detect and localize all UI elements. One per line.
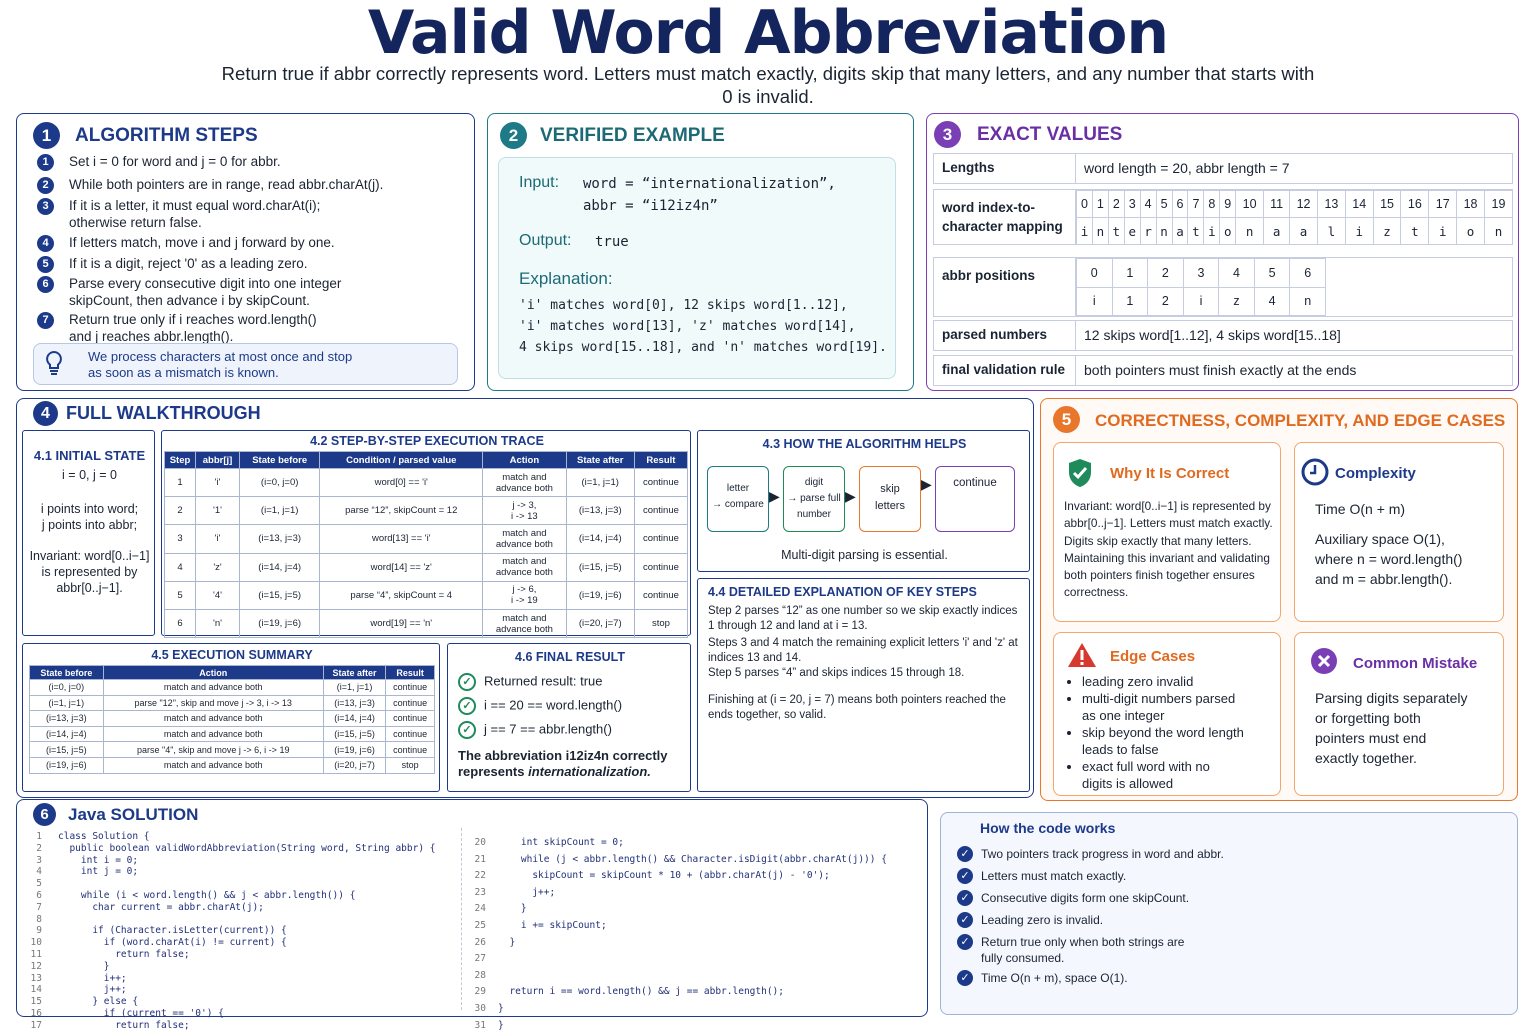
- trace-cell: (i=15, j=5): [239, 581, 319, 609]
- char-cell: i: [1204, 218, 1220, 245]
- final-check-text: Returned result: true: [484, 673, 603, 689]
- trace-cell: '1': [196, 497, 240, 525]
- list-item: • multi-digit numbers parsed as one integer: [1082, 690, 1277, 724]
- summary-header-cell: Result: [386, 666, 435, 680]
- section-title: VERIFIED EXAMPLE: [540, 125, 725, 146]
- trace-cell: (i=19, j=6): [566, 581, 634, 609]
- initial-state-values: i = 0, j = 0: [62, 468, 117, 482]
- abbr-char-cell: z: [1219, 287, 1255, 316]
- table-row: [30, 757, 435, 773]
- how-item-text: Two pointers track progress in word and abbr.: [981, 847, 1224, 861]
- flow-arrow-1: ▶: [769, 488, 780, 504]
- initial-state-title: 4.1 INITIAL STATE: [33, 448, 146, 463]
- check-circle-icon: ✓: [957, 970, 973, 986]
- index-cell: 6: [1172, 191, 1188, 218]
- char-cell: i: [1345, 218, 1373, 245]
- lengths-row: [933, 153, 1513, 184]
- trace-cell: (i=0, j=0): [239, 469, 319, 497]
- trace-cell: (i=13, j=3): [239, 525, 319, 553]
- trace-cell: 'i': [196, 525, 240, 553]
- trace-cell: stop: [634, 609, 687, 637]
- card-title: Edge Cases: [1110, 648, 1196, 665]
- explanation-label: Explanation:: [519, 269, 613, 288]
- summary-cell: (i=20, j=7): [323, 757, 386, 773]
- trace-table: [164, 451, 688, 638]
- final-title: 4.6 FINAL RESULT: [515, 650, 625, 664]
- char-cell: r: [1140, 218, 1156, 245]
- table-row: [30, 680, 435, 696]
- table-row: [165, 497, 688, 525]
- list-item: • skip beyond the word length leads to false: [1082, 724, 1277, 758]
- detailed-explanation-box: [697, 578, 1030, 792]
- table-row: [30, 726, 435, 742]
- complexity-time: Time O(n + m): [1315, 501, 1406, 517]
- list-item: • leading zero invalid: [1082, 673, 1277, 690]
- char-cell: t: [1188, 218, 1204, 245]
- section-title: FULL WALKTHROUGH: [66, 403, 261, 423]
- trace-cell: 2: [165, 497, 196, 525]
- summary-cell: stop: [386, 757, 435, 773]
- section-algorithm-steps: [16, 113, 475, 391]
- char-cell: n: [1156, 218, 1172, 245]
- char-cell: t: [1108, 218, 1124, 245]
- index-cell: 1: [1092, 191, 1108, 218]
- trace-cell: parse “12”, skipCount = 12: [320, 497, 483, 525]
- summary-cell: continue: [386, 680, 435, 696]
- char-cell: n: [1092, 218, 1108, 245]
- section-title: ALGORITHM STEPS: [75, 125, 258, 146]
- input-word: word = “internationalization”,: [583, 176, 836, 192]
- check-circle-icon: ✓: [957, 846, 973, 862]
- step-number: 6: [37, 276, 54, 293]
- detail-title: 4.4 DETAILED EXPLANATION OF KEY STEPS: [708, 585, 977, 599]
- char-cell: e: [1124, 218, 1140, 245]
- step-text: While both pointers are in range, read abbr.charAt(j).: [69, 177, 384, 192]
- step-number: 2: [37, 177, 54, 194]
- parsed-row: [933, 320, 1513, 351]
- trace-cell: j -> 3, i -> 13: [483, 497, 566, 525]
- index-cell: 12: [1290, 191, 1318, 218]
- input-label: Input:: [519, 174, 560, 191]
- flow-box-skip: skip letters: [859, 466, 921, 532]
- how-title: How the code works: [980, 820, 1116, 836]
- summary-cell: (i=13, j=3): [323, 695, 386, 711]
- abbr-char-cell: i: [1183, 287, 1219, 316]
- char-cell: a: [1172, 218, 1188, 245]
- step-text: Parse every consecutive digit into one integer skipCount, then advance i by skipCount.: [69, 276, 342, 308]
- index-cell: 19: [1484, 191, 1512, 218]
- step-text: If letters match, move i and j forward by one.: [69, 235, 335, 250]
- rule-row: [933, 355, 1513, 386]
- flow-box-letter: letter → compare: [707, 466, 769, 532]
- summary-cell: match and advance both: [103, 711, 323, 727]
- table-row: [165, 525, 688, 553]
- trace-cell: match and advance both: [483, 525, 566, 553]
- rule-label: final validation rule: [934, 356, 1076, 385]
- check-circle-icon: ✓: [458, 673, 476, 691]
- section-number-badge: 4: [33, 401, 58, 426]
- algorithm-step: [37, 198, 467, 232]
- summary-cell: (i=1, j=1): [323, 680, 386, 696]
- abbr-char-cell: i: [1077, 287, 1113, 316]
- trace-header-cell: State before: [239, 452, 319, 469]
- trace-cell: (i=1, j=1): [566, 469, 634, 497]
- step-text: Set i = 0 for word and j = 0 for abbr.: [69, 154, 281, 169]
- trace-header-cell: abbr[j]: [196, 452, 240, 469]
- index-cell: 11: [1264, 191, 1290, 218]
- step-number: 1: [37, 154, 54, 171]
- lengths-value: word length = 20, abbr length = 7: [1084, 160, 1290, 176]
- summary-cell: continue: [386, 695, 435, 711]
- trace-header-cell: Action: [483, 452, 566, 469]
- summary-header-cell: Action: [103, 666, 323, 680]
- card-text: Invariant: word[0..i−1] is represented by abbr[0..j−1]. Letters must match exactly. Digits skip exactly that many letters. Maintaining this invariant and validating both pointers finish together ensures correctness.: [1064, 499, 1273, 600]
- step-number: 4: [37, 235, 54, 252]
- trace-cell: (i=1, j=1): [239, 497, 319, 525]
- check-circle-icon: ✓: [957, 868, 973, 884]
- common-mistake-card: [1294, 632, 1504, 796]
- summary-cell: (i=19, j=6): [323, 742, 386, 758]
- trace-header-cell: Result: [634, 452, 687, 469]
- abbr-index-cell: 3: [1183, 259, 1219, 288]
- x-circle-icon: [1310, 647, 1338, 675]
- summary-cell: (i=14, j=4): [323, 711, 386, 727]
- clock-icon: [1300, 457, 1330, 487]
- trace-cell: 4: [165, 553, 196, 581]
- summary-table: [29, 665, 435, 774]
- final-check-2: [458, 697, 622, 715]
- section-verified-example: [487, 113, 914, 391]
- section-number-badge: 3: [934, 121, 961, 148]
- complexity-card: [1294, 442, 1504, 622]
- trace-cell: (i=13, j=3): [566, 497, 634, 525]
- index-cell: 9: [1220, 191, 1236, 218]
- summary-cell: match and advance both: [103, 757, 323, 773]
- step-text: If it is a letter, it must equal word.charAt(i); otherwise return false.: [69, 198, 321, 230]
- trace-cell: (i=15, j=5): [566, 553, 634, 581]
- check-circle-icon: ✓: [957, 912, 973, 928]
- trace-cell: (i=14, j=4): [239, 553, 319, 581]
- helps-caption: Multi-digit parsing is essential.: [781, 548, 948, 562]
- trace-cell: 'n': [196, 609, 240, 637]
- step-text: Return true only if i reaches word.length() and j reaches abbr.length().: [69, 312, 317, 344]
- abbr-index-cell: 2: [1148, 259, 1184, 288]
- step-number: 7: [37, 312, 54, 329]
- final-result-box: [447, 643, 691, 792]
- summary-cell: (i=19, j=6): [30, 757, 104, 773]
- page-title: Valid Word Abbreviation: [367, 0, 1169, 68]
- final-conclusion-word: internationalization.: [528, 764, 651, 779]
- abbr-char-cell: 4: [1254, 287, 1290, 316]
- trace-title: 4.2 STEP-BY-STEP EXECUTION TRACE: [310, 434, 544, 448]
- summary-cell: (i=0, j=0): [30, 680, 104, 696]
- trace-cell: 6: [165, 609, 196, 637]
- summary-cell: (i=14, j=4): [30, 726, 104, 742]
- index-char-table: [1076, 190, 1513, 245]
- char-cell: l: [1317, 218, 1345, 245]
- check-circle-icon: ✓: [458, 721, 476, 739]
- summary-cell: parse "12", skip and move j -> 3, i -> 13: [103, 695, 323, 711]
- page-subtitle: Return true if abbr correctly represents word. Letters must match exactly, digits skip that many letters, and any number that starts with 0 is invalid.: [221, 63, 1315, 107]
- flow-box-continue: continue: [935, 466, 1015, 532]
- rule-value: both pointers must finish exactly at the ends: [1084, 362, 1357, 378]
- list-item: • exact full word with no digits is allowed: [1082, 758, 1277, 792]
- output-label: Output:: [519, 232, 572, 249]
- check-circle-icon: ✓: [458, 697, 476, 715]
- trace-cell: 5: [165, 581, 196, 609]
- abbr-index-cell: 5: [1254, 259, 1290, 288]
- section-title: EXACT VALUES: [977, 124, 1123, 145]
- index-cell: 17: [1429, 191, 1457, 218]
- summary-cell: (i=13, j=3): [30, 711, 104, 727]
- trace-cell: word[0] == 'i': [320, 469, 483, 497]
- index-cell: 18: [1457, 191, 1485, 218]
- trace-cell: continue: [634, 525, 687, 553]
- trace-cell: 3: [165, 525, 196, 553]
- index-cell: 13: [1317, 191, 1345, 218]
- index-cell: 5: [1156, 191, 1172, 218]
- index-cell: 3: [1124, 191, 1140, 218]
- summary-cell: parse "4", skip and move j -> 6, i -> 19: [103, 742, 323, 758]
- trace-cell: match and advance both: [483, 609, 566, 637]
- index-cell: 0: [1077, 191, 1093, 218]
- trace-cell: (i=14, j=4): [566, 525, 634, 553]
- warning-icon: [1067, 641, 1097, 669]
- final-check-3: [458, 721, 612, 739]
- summary-cell: (i=15, j=5): [30, 742, 104, 758]
- char-cell: i: [1077, 218, 1093, 245]
- trace-cell: 'z': [196, 553, 240, 581]
- abbr-index-cell: 0: [1077, 259, 1113, 288]
- lightbulb-icon: [44, 350, 64, 378]
- char-cell: t: [1401, 218, 1429, 245]
- mistake-text: Parsing digits separately or forgetting both pointers must end exactly together.: [1315, 690, 1468, 766]
- trace-cell: match and advance both: [483, 469, 566, 497]
- index-cell: 4: [1140, 191, 1156, 218]
- index-cell: 16: [1401, 191, 1429, 218]
- abbr-char-cell: 2: [1148, 287, 1184, 316]
- card-title: Common Mistake: [1353, 655, 1478, 672]
- index-cell: 14: [1345, 191, 1373, 218]
- char-cell: n: [1236, 218, 1264, 245]
- summary-cell: continue: [386, 711, 435, 727]
- char-cell: n: [1484, 218, 1512, 245]
- char-cell: o: [1220, 218, 1236, 245]
- table-row: [30, 695, 435, 711]
- how-item-text: Consecutive digits form one skipCount.: [981, 891, 1190, 905]
- summary-header-cell: State after: [323, 666, 386, 680]
- index-cell: 7: [1188, 191, 1204, 218]
- code-block-right: int skipCount = 0; while (j < abbr.length() && Character.isDigit(abbr.charAt(j))) { skipCount = skipCount * 10 + (abbr.charAt(j) - '0'); j++; } i += skipCount; } return i == word.length() && j == abbr.length(); } }: [498, 837, 887, 1031]
- card-title: Why It Is Correct: [1110, 465, 1230, 482]
- final-conclusion-text: The abbreviation i12iz4n correctly represents: [458, 748, 668, 779]
- how-item-text: Letters must match exactly.: [981, 869, 1127, 883]
- detail-p2: Steps 3 and 4 match the remaining explicit letters 'i' and 'z' at indices 13 and 14.: [708, 637, 1018, 664]
- algorithm-helps-box: [697, 430, 1030, 572]
- abbr-index-cell: 4: [1219, 259, 1255, 288]
- parsed-value: 12 skips word[1..12], 4 skips word[15..18]: [1084, 327, 1341, 343]
- trace-header-cell: State after: [566, 452, 634, 469]
- how-code-works-box: [940, 812, 1518, 1015]
- abbr-char-cell: 1: [1112, 287, 1148, 316]
- input-abbr: abbr = “i12iz4n”: [583, 198, 718, 214]
- trace-cell: continue: [634, 553, 687, 581]
- section-number-badge: 1: [33, 122, 60, 149]
- trace-cell: 'i': [196, 469, 240, 497]
- trace-cell: continue: [634, 581, 687, 609]
- char-cell: a: [1264, 218, 1290, 245]
- abbr-positions-label: abbr positions: [934, 258, 1076, 316]
- abbr-positions-row: [933, 257, 1513, 317]
- helps-title: 4.3 HOW THE ALGORITHM HELPS: [762, 437, 967, 451]
- edge-cases-card: [1053, 632, 1281, 796]
- section-number-badge: 6: [33, 803, 56, 826]
- detail-p1: Step 2 parses “12” as one number so we skip exactly indices 1 through 12 and land at i = 13.: [708, 605, 1018, 632]
- final-check-1: [458, 673, 603, 691]
- edge-cases-list: [1082, 673, 1277, 792]
- index-cell: 15: [1373, 191, 1401, 218]
- table-row: [30, 711, 435, 727]
- trace-cell: j -> 6, i -> 19: [483, 581, 566, 609]
- step-text: If it is a digit, reject '0' as a leading zero.: [69, 256, 308, 271]
- final-conclusion: [458, 748, 688, 780]
- trace-cell: 1: [165, 469, 196, 497]
- code-divider: [461, 828, 462, 1010]
- initial-invariant: Invariant: word[0..i−1] is represented by abbr[0..j−1].: [29, 549, 150, 595]
- how-item-text: Leading zero is invalid.: [981, 913, 1104, 927]
- summary-cell: (i=15, j=5): [323, 726, 386, 742]
- table-row: [165, 553, 688, 581]
- char-cell: a: [1290, 218, 1318, 245]
- index-cell: 10: [1236, 191, 1264, 218]
- trace-cell: (i=20, j=7): [566, 609, 634, 637]
- abbr-char-cell: n: [1290, 287, 1326, 316]
- initial-state-desc: i points into word; j points into abbr;: [40, 502, 139, 532]
- char-cell: z: [1373, 218, 1401, 245]
- check-circle-icon: ✓: [957, 934, 973, 950]
- final-check-text: j == 7 == abbr.length(): [484, 721, 612, 737]
- algorithm-step: [37, 276, 467, 310]
- trace-box: [161, 430, 691, 636]
- flow-box-digit: digit → parse full number: [783, 466, 845, 532]
- final-check-text: i == 20 == word.length(): [484, 697, 623, 713]
- trace-cell: parse “4”, skipCount = 4: [320, 581, 483, 609]
- summary-cell: match and advance both: [103, 726, 323, 742]
- flow-arrow-3: ▶: [921, 476, 932, 492]
- table-row: [165, 469, 688, 497]
- abbr-positions-table: [1076, 258, 1326, 316]
- trace-cell: (i=19, j=6): [239, 609, 319, 637]
- summary-cell: continue: [386, 726, 435, 742]
- complexity-space: Auxiliary space O(1), where n = word.length() and m = abbr.length().: [1315, 531, 1463, 587]
- abbr-index-cell: 1: [1112, 259, 1148, 288]
- trace-cell: continue: [634, 469, 687, 497]
- detail-p3: Step 5 parses “4” and skips indices 15 through 18.: [708, 667, 965, 679]
- example-card: [498, 157, 896, 379]
- output-value: true: [595, 234, 629, 250]
- algorithm-step: [37, 312, 467, 346]
- check-circle-icon: ✓: [957, 890, 973, 906]
- code-line-numbers-left: 1 2 3 4 5 6 7 8 9 10 11 12 13 14 15 16 17: [30, 831, 42, 1031]
- trace-header-cell: Step: [165, 452, 196, 469]
- code-block-left: class Solution { public boolean validWordAbbreviation(String word, String abbr) { int i = 0; int j = 0; while (i < word.length() && j < abbr.length()) { char current = abbr.charAt(j); if (Character.isLetter(current)) { if (word.charAt(i) != current) { return false; } i++; j++; } else { if (current == '0') { return false;: [58, 831, 436, 1031]
- flow-arrow-2: ▶: [845, 488, 856, 504]
- char-cell: i: [1429, 218, 1457, 245]
- trace-cell: match and advance both: [483, 553, 566, 581]
- index-cell: 2: [1108, 191, 1124, 218]
- section-title: CORRECTNESS, COMPLEXITY, AND EDGE CASES: [1095, 411, 1506, 430]
- explanation-text: 'i' matches word[0], 12 skips word[1..12], 'i' matches word[13], 'z' matches word[14], 4 skips word[15..18], and 'n' matches word[19].: [519, 298, 887, 355]
- why-correct-card: [1053, 442, 1281, 622]
- execution-summary-box: [22, 643, 440, 792]
- initial-state-box: [22, 430, 155, 636]
- trace-cell: word[19] == 'n': [320, 609, 483, 637]
- summary-cell: (i=1, j=1): [30, 695, 104, 711]
- shield-check-icon: [1066, 457, 1094, 489]
- summary-cell: continue: [386, 742, 435, 758]
- table-row: [165, 581, 688, 609]
- trace-cell: '4': [196, 581, 240, 609]
- code-line-numbers-right: 20 21 22 23 24 25 26 27 28 29 30 31: [474, 837, 486, 1031]
- parsed-label: parsed numbers: [934, 321, 1076, 350]
- step-number: 5: [37, 256, 54, 273]
- section-title: Java SOLUTION: [68, 805, 199, 824]
- trace-header-cell: Condition / parsed value: [320, 452, 483, 469]
- card-title: Complexity: [1335, 465, 1416, 482]
- table-row: [165, 609, 688, 637]
- lengths-label: Lengths: [934, 154, 1076, 183]
- trace-cell: word[14] == 'z': [320, 553, 483, 581]
- step-number: 3: [37, 198, 54, 215]
- trace-cell: continue: [634, 497, 687, 525]
- table-row: [30, 742, 435, 758]
- detail-p4: Finishing at (i = 20, j = 7) means both pointers reached the ends together, so valid.: [708, 694, 1006, 721]
- mapping-label: word index-to- character mapping: [934, 190, 1076, 244]
- how-item-text: Time O(n + m), space O(1).: [981, 971, 1128, 985]
- abbr-index-cell: 6: [1290, 259, 1326, 288]
- trace-cell: word[13] == 'i': [320, 525, 483, 553]
- summary-title: 4.5 EXECUTION SUMMARY: [151, 648, 313, 662]
- mapping-row: [933, 189, 1513, 245]
- tip-text: We process characters at most once and stop as soon as a mismatch is known.: [88, 349, 353, 380]
- tip-box: [33, 343, 458, 385]
- summary-header-cell: State before: [30, 666, 104, 680]
- char-cell: o: [1457, 218, 1485, 245]
- section-number-badge: 2: [500, 122, 527, 149]
- how-item-text: Return true only when both strings are fully consumed.: [981, 935, 1185, 965]
- section-number-badge: 5: [1053, 406, 1080, 433]
- index-cell: 8: [1204, 191, 1220, 218]
- summary-cell: match and advance both: [103, 680, 323, 696]
